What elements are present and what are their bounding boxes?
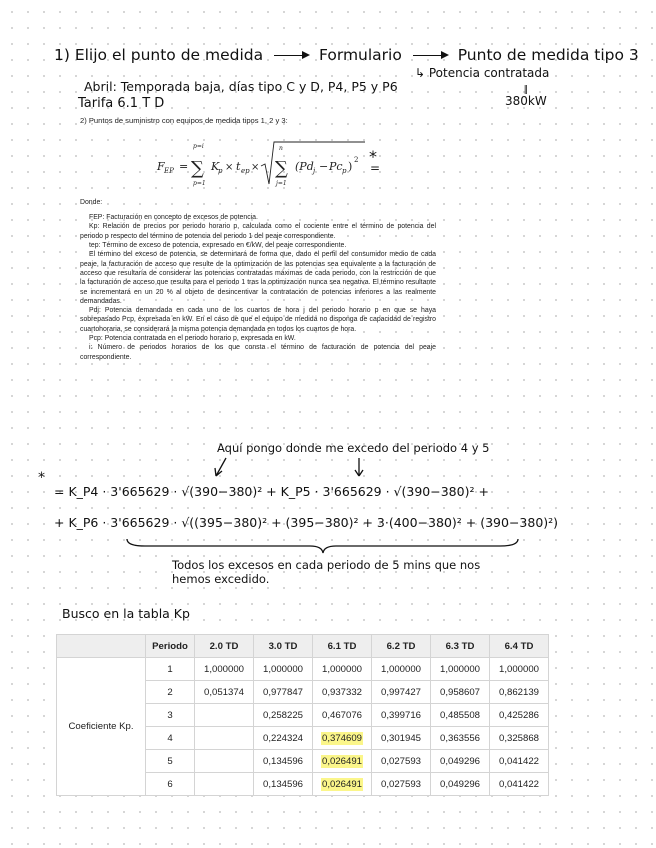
arrow-down-icon — [210, 456, 230, 480]
formula-pc-sub: p — [342, 167, 347, 175]
asterisk-mark: * — [369, 147, 377, 166]
table-corner — [57, 635, 146, 658]
busco-note: Busco en la tabla Kp — [62, 606, 190, 621]
def-item: Pdj: Potencia demandada en cada uno de los cuartos de hora j del periodo horario p en que se haya sobrepasado Pcp, expresada en kW. En el caso de que el equipo de medida no disponga de capacidad de registro cuartohoraria, se considerará la misma potencia demandada en todos los cuartos de hora. — [80, 307, 436, 333]
kp-cell: 0,134596 — [254, 750, 313, 773]
kp-cell: 0,425286 — [490, 704, 549, 727]
step-elijo: 1) Elijo el punto de medida — [54, 46, 264, 64]
kp-cell — [195, 773, 254, 796]
periodo-cell: 1 — [146, 658, 195, 681]
kp-cell: 0,937332 — [313, 681, 372, 704]
step-formulario: Formulario — [319, 46, 402, 64]
calc-line-2: + K_P6 · 3'665629 · √((395−380)² + (395−380)² + 3·(400−380)² + (390−380)²) — [54, 515, 559, 530]
power-value — [505, 86, 547, 108]
kp-cell: 0,399716 — [372, 704, 431, 727]
kp-cell: 0,958607 — [431, 681, 490, 704]
formula-sum-top: p=i — [193, 143, 204, 150]
kp-cell — [195, 750, 254, 773]
kp-cell: 0,049296 — [431, 773, 490, 796]
table-row — [57, 658, 549, 681]
kp-cell: 1,000000 — [195, 658, 254, 681]
kp-cell: 0,027593 — [372, 773, 431, 796]
table-header-row — [57, 635, 549, 658]
kp-cell — [195, 704, 254, 727]
kp-cell: 0,051374 — [195, 681, 254, 704]
def-item: FEP: Facturación en concepto de excesos de potencia. — [89, 214, 258, 221]
periodo-cell: 6 — [146, 773, 195, 796]
col-header: 6.4 TD — [490, 635, 549, 658]
kp-cell: 1,000000 — [372, 658, 431, 681]
step-line — [54, 46, 639, 64]
formula-close: ) — [348, 160, 353, 173]
kp-cell-highlighted — [313, 773, 372, 796]
col-header: 2.0 TD — [195, 635, 254, 658]
kp-table — [56, 634, 549, 796]
periodo-cell: 3 — [146, 704, 195, 727]
col-header: 6.3 TD — [431, 635, 490, 658]
def-item: El término del exceso de potencia, se determinará de forma que, dado el perfil del consumidor medio de cada peaje, la facturación de acceso que resulte de la optimización de las potencias sea equivalente a la facturación de acceso que resultaría de considerar las potencias contratadas máximas de cada periodo, con la restricción de que la facturación de acceso que resulta para el periodo 1 tras la optimización nunca sea negativa. El término resultante se incrementará en un 20 % al objeto de desincentivar la contratación de potencias inferiores a las realmente demandadas. — [80, 251, 436, 305]
kp-cell: 0,977847 — [254, 681, 313, 704]
power-kw: 380kW — [505, 94, 547, 108]
def-item: tep: Término de exceso de potencia, expresado en €/kW, del peaje correspondiente. — [89, 241, 347, 249]
formula-tep-sub: ep — [241, 167, 250, 175]
formula-pow: 2 — [354, 156, 359, 164]
kp-cell — [195, 727, 254, 750]
kp-cell-highlighted — [313, 727, 372, 750]
col-periodo: Periodo — [146, 635, 195, 658]
kp-cell: 0,325868 — [490, 727, 549, 750]
arrow-down-icon — [352, 456, 366, 480]
col-header: 6.2 TD — [372, 635, 431, 658]
kp-cell: 0,258225 — [254, 704, 313, 727]
highlight: 0,374609 — [321, 732, 362, 744]
formula-times2: × — [251, 162, 260, 173]
kp-cell: 0,049296 — [431, 750, 490, 773]
kp-cell: 1,000000 — [254, 658, 313, 681]
def-item: Pcp: Potencia contratada en el periodo horario p, expresada en kW. — [89, 335, 296, 343]
formula-pd-sub: j — [313, 167, 316, 175]
arrow-right-icon — [413, 55, 447, 56]
formula-eq2: = — [370, 161, 381, 175]
col-header: 6.1 TD — [313, 635, 372, 658]
row-label: Coeficiente Kp. — [57, 658, 146, 796]
col-header: 3.0 TD — [254, 635, 313, 658]
sigma-icon: ∑ — [191, 158, 204, 179]
kp-cell: 0,997427 — [372, 681, 431, 704]
sigma-icon: ∑ — [275, 158, 288, 179]
abril-note: Abril: Temporada baja, días tipo C y D, P4, P5 y P6 — [84, 79, 398, 94]
kp-cell: 1,000000 — [313, 658, 372, 681]
kp-cell: 1,000000 — [490, 658, 549, 681]
todos-note-2: hemos excedido. — [172, 572, 270, 586]
kp-cell: 0,134596 — [254, 773, 313, 796]
formula-lhs: F — [157, 160, 165, 173]
periodo-cell: 4 — [146, 727, 195, 750]
highlight: 0,026491 — [321, 778, 362, 790]
calc-line-1: = K_P4 · 3'665629 · √(390−380)² + K_P5 · 3'665629 · √(390−380)² + — [54, 484, 489, 499]
kp-cell: 0,301945 — [372, 727, 431, 750]
arrow-right-icon — [274, 55, 308, 56]
tarifa-note: Tarifa 6.1 T D — [78, 96, 165, 111]
donde-label: Donde: — [80, 199, 103, 206]
formula-pd: (Pd — [295, 160, 314, 173]
todos-note-1: Todos los excesos en cada periodo de 5 mins que nos — [172, 558, 481, 572]
power-mark: ‖ — [523, 85, 529, 95]
kp-cell: 0,224324 — [254, 727, 313, 750]
formula-kp: K — [211, 160, 220, 173]
kp-cell: 0,862139 — [490, 681, 549, 704]
step-punto-medida: Punto de medida tipo 3 — [457, 46, 639, 64]
kp-cell: 0,027593 — [372, 750, 431, 773]
brace-icon — [125, 537, 520, 555]
kp-cell: 0,485508 — [431, 704, 490, 727]
kp-cell: 0,467076 — [313, 704, 372, 727]
def-item: Kp: Relación de precios por periodo horario p, calculada como el cociente entre el término de potencia del periodo p respecto del término de potencia del periodo 1 del peaje correspondiente. — [80, 223, 436, 240]
periodo-cell: 2 — [146, 681, 195, 704]
def-item: i: Número de periodos horarios de los que consta el término de facturación de potencia del peaje correspondiente. — [80, 344, 436, 361]
kp-cell: 1,000000 — [431, 658, 490, 681]
definitions — [80, 213, 436, 362]
formula-minus: − — [319, 160, 329, 173]
formula-tep: t — [236, 160, 241, 173]
kp-cell-highlighted — [313, 750, 372, 773]
formula-times1: × — [225, 162, 234, 173]
kp-cell: 0,041422 — [490, 773, 549, 796]
formula-pc: Pc — [329, 160, 343, 173]
formula-eq: = — [179, 160, 189, 173]
highlight: 0,026491 — [321, 755, 362, 767]
formula-inner-top: n — [279, 145, 283, 152]
calc-star: * — [38, 470, 45, 486]
potencia-contratada-note: ↳ Potencia contratada — [415, 66, 550, 80]
formula-kp-sub: p — [218, 167, 223, 175]
formula-lhs-sub: EP — [164, 167, 174, 175]
kp-cell: 0,041422 — [490, 750, 549, 773]
periodo-note: Aquí pongo donde me excedo del periodo 4 y 5 — [217, 441, 490, 455]
printed-heading: 2) Puntos de suministro con equipos de medida tipos 1, 2 y 3: — [80, 116, 288, 125]
kp-cell: 0,363556 — [431, 727, 490, 750]
periodo-cell: 5 — [146, 750, 195, 773]
formula-sum-bottom: p=1 — [193, 180, 206, 187]
formula-inner-bottom: j=1 — [276, 180, 287, 187]
